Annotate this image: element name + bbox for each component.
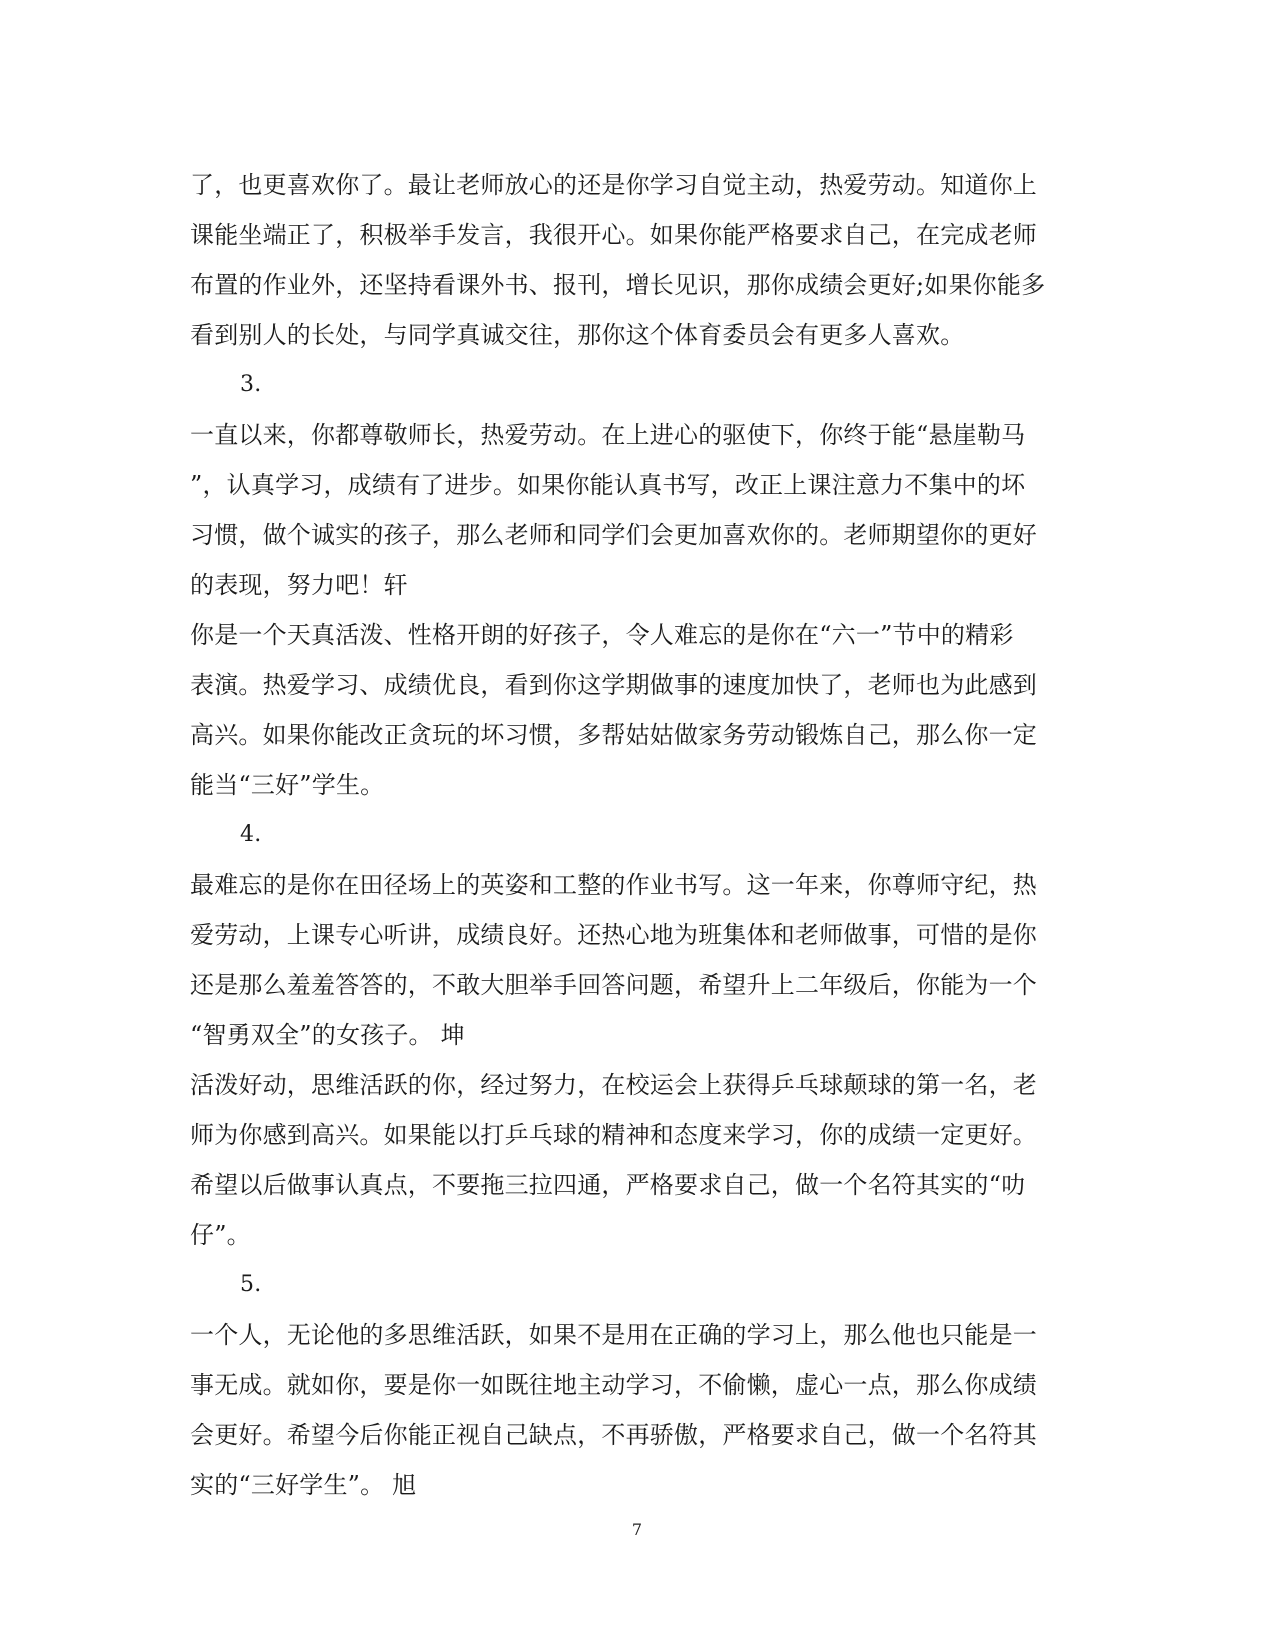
text-line: 你是一个天真活泼、性格开朗的好孩子，令人难忘的是你在“六一”节中的精彩 — [190, 621, 1014, 649]
section-number: 3. — [240, 372, 262, 397]
text-line: 看到别人的长处，与同学真诚交往，那你这个体育委员会有更多人喜欢。 — [190, 321, 965, 349]
text-line: 还是那么羞羞答答的，不敢大胆举手回答问题，希望升上二年级后，你能为一个 — [190, 971, 1037, 999]
text-line: 了，也更喜欢你了。最让老师放心的还是你学习自觉主动，热爱劳动。知道你上 — [190, 171, 1037, 199]
text-line: 一个人，无论他的多思维活跃，如果不是用在正确的学习上，那么他也只能是一 — [190, 1321, 1037, 1349]
text-line: 课能坐端正了，积极举手发言，我很开心。如果你能严格要求自己，在完成老师 — [190, 221, 1037, 249]
text-line: 表演。热爱学习、成绩优良，看到你这学期做事的速度加快了，老师也为此感到 — [190, 671, 1037, 699]
text-line: 仔”。 — [190, 1221, 251, 1249]
document-body — [190, 160, 1070, 1510]
text-line: 会更好。希望今后你能正视自己缺点，不再骄傲，严格要求自己，做一个名符其 — [190, 1421, 1037, 1449]
page-number: 7 — [631, 1520, 643, 1539]
text-line: 的表现，努力吧！轩 — [190, 571, 408, 599]
text-line: “智勇双全”的女孩子。 坤 — [190, 1021, 465, 1049]
text-line: 师为你感到高兴。如果能以打乒乓球的精神和态度来学习，你的成绩一定更好。 — [190, 1121, 1037, 1149]
text-line: 实的“三好学生”。 旭 — [190, 1471, 417, 1499]
section-number: 5. — [240, 1272, 262, 1297]
text-line: 习惯，做个诚实的孩子，那么老师和同学们会更加喜欢你的。老师期望你的更好 — [190, 521, 1037, 549]
section-number: 4. — [240, 822, 262, 847]
text-line: 能当“三好”学生。 — [190, 771, 385, 799]
text-line: 布置的作业外，还坚持看课外书、报刊，增长见识，那你成绩会更好;如果你能多 — [190, 271, 1046, 299]
text-line: 活泼好动，思维活跃的你，经过努力，在校运会上获得乒乓球颠球的第一名，老 — [190, 1071, 1037, 1099]
text-line: 高兴。如果你能改正贪玩的坏习惯，多帮姑姑做家务劳动锻炼自己，那么你一定 — [190, 721, 1037, 749]
text-line: 事无成。就如你，要是你一如既往地主动学习，不偷懒，虚心一点，那么你成绩 — [190, 1371, 1037, 1399]
text-line: ”，认真学习，成绩有了进步。如果你能认真书写，改正上课注意力不集中的坏 — [190, 471, 1026, 499]
text-line: 爱劳动，上课专心听讲，成绩良好。还热心地为班集体和老师做事，可惜的是你 — [190, 921, 1037, 949]
text-line: 最难忘的是你在田径场上的英姿和工整的作业书写。这一年来，你尊师守纪，热 — [190, 871, 1037, 899]
text-line: 一直以来，你都尊敬师长，热爱劳动。在上进心的驱使下，你终于能“悬崖勒马 — [190, 421, 1026, 449]
text-line: 希望以后做事认真点，不要拖三拉四通，严格要求自己，做一个名符其实的“叻 — [190, 1171, 1026, 1199]
